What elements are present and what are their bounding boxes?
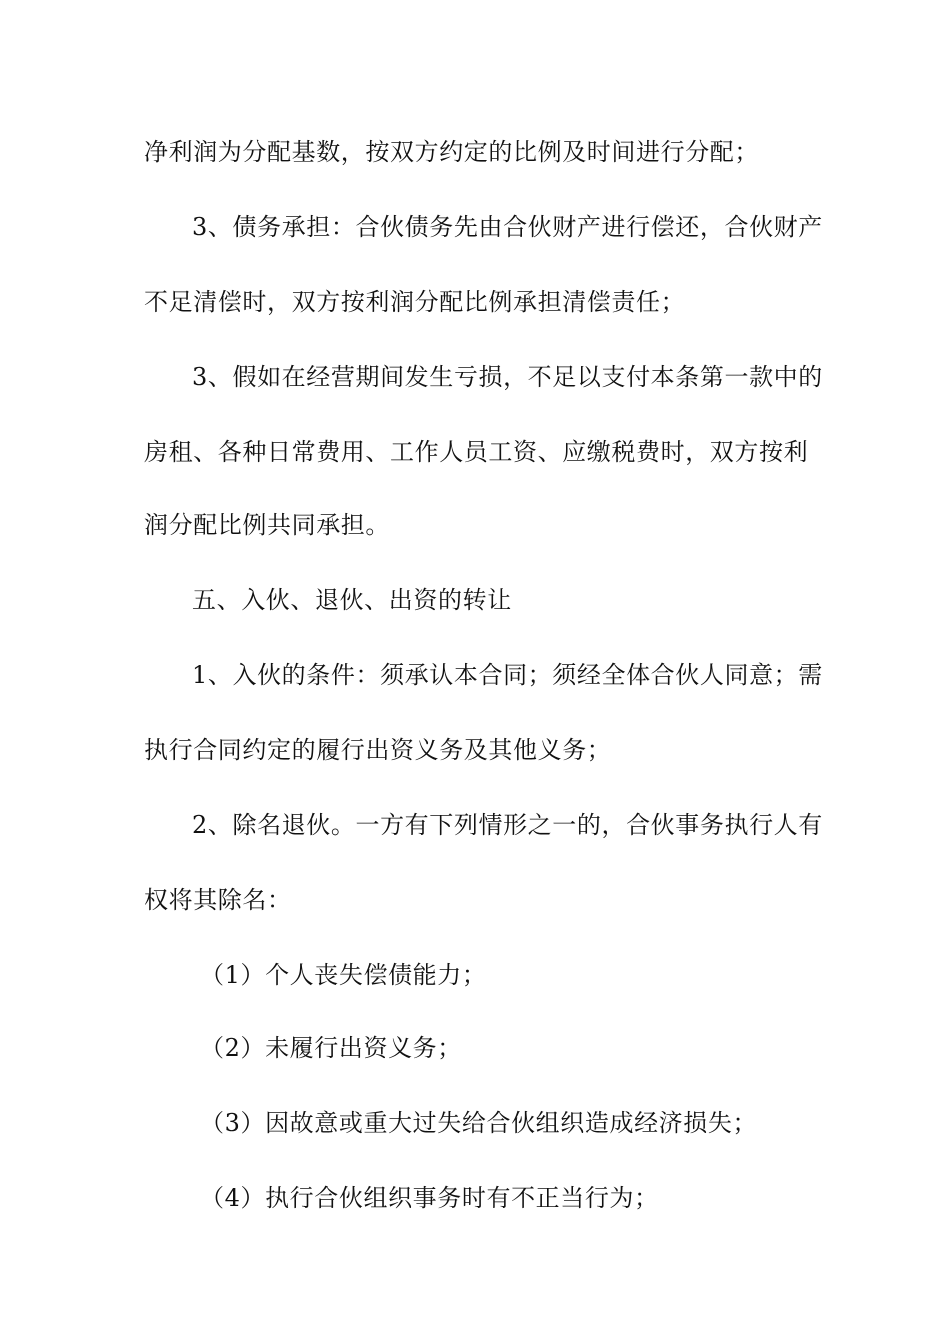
paragraph-line: 净利润为分配基数，按双方约定的比例及时间进行分配；	[144, 138, 759, 166]
paragraph-line: 3、假如在经营期间发生亏损，不足以支付本条第一款中的	[192, 363, 823, 391]
paragraph-line: 润分配比例共同承担。	[144, 511, 390, 539]
list-item: （1）个人丧失偿债能力；	[200, 961, 487, 989]
list-item: （3）因故意或重大过失给合伙组织造成经济损失；	[200, 1109, 758, 1137]
paragraph-line: 3、债务承担：合伙债务先由合伙财产进行偿还，合伙财产	[192, 213, 823, 241]
paragraph-line: 2、除名退伙。一方有下列情形之一的，合伙事务执行人有	[192, 811, 823, 839]
paragraph-line: 执行合同约定的履行出资义务及其他义务；	[144, 736, 612, 764]
paragraph-line: 1、入伙的条件：须承认本合同；须经全体合伙人同意；需	[192, 661, 823, 689]
paragraph-line: 不足清偿时，双方按利润分配比例承担清偿责任；	[144, 288, 686, 316]
paragraph-line: 权将其除名：	[144, 886, 292, 914]
paragraph-line: 房租、各种日常费用、工作人员工资、应缴税费时，双方按利	[144, 438, 809, 466]
section-heading: 五、入伙、退伙、出资的转让	[192, 586, 512, 614]
list-item: （2）未履行出资义务；	[200, 1034, 462, 1062]
list-item: （4）执行合伙组织事务时有不正当行为；	[200, 1184, 659, 1212]
